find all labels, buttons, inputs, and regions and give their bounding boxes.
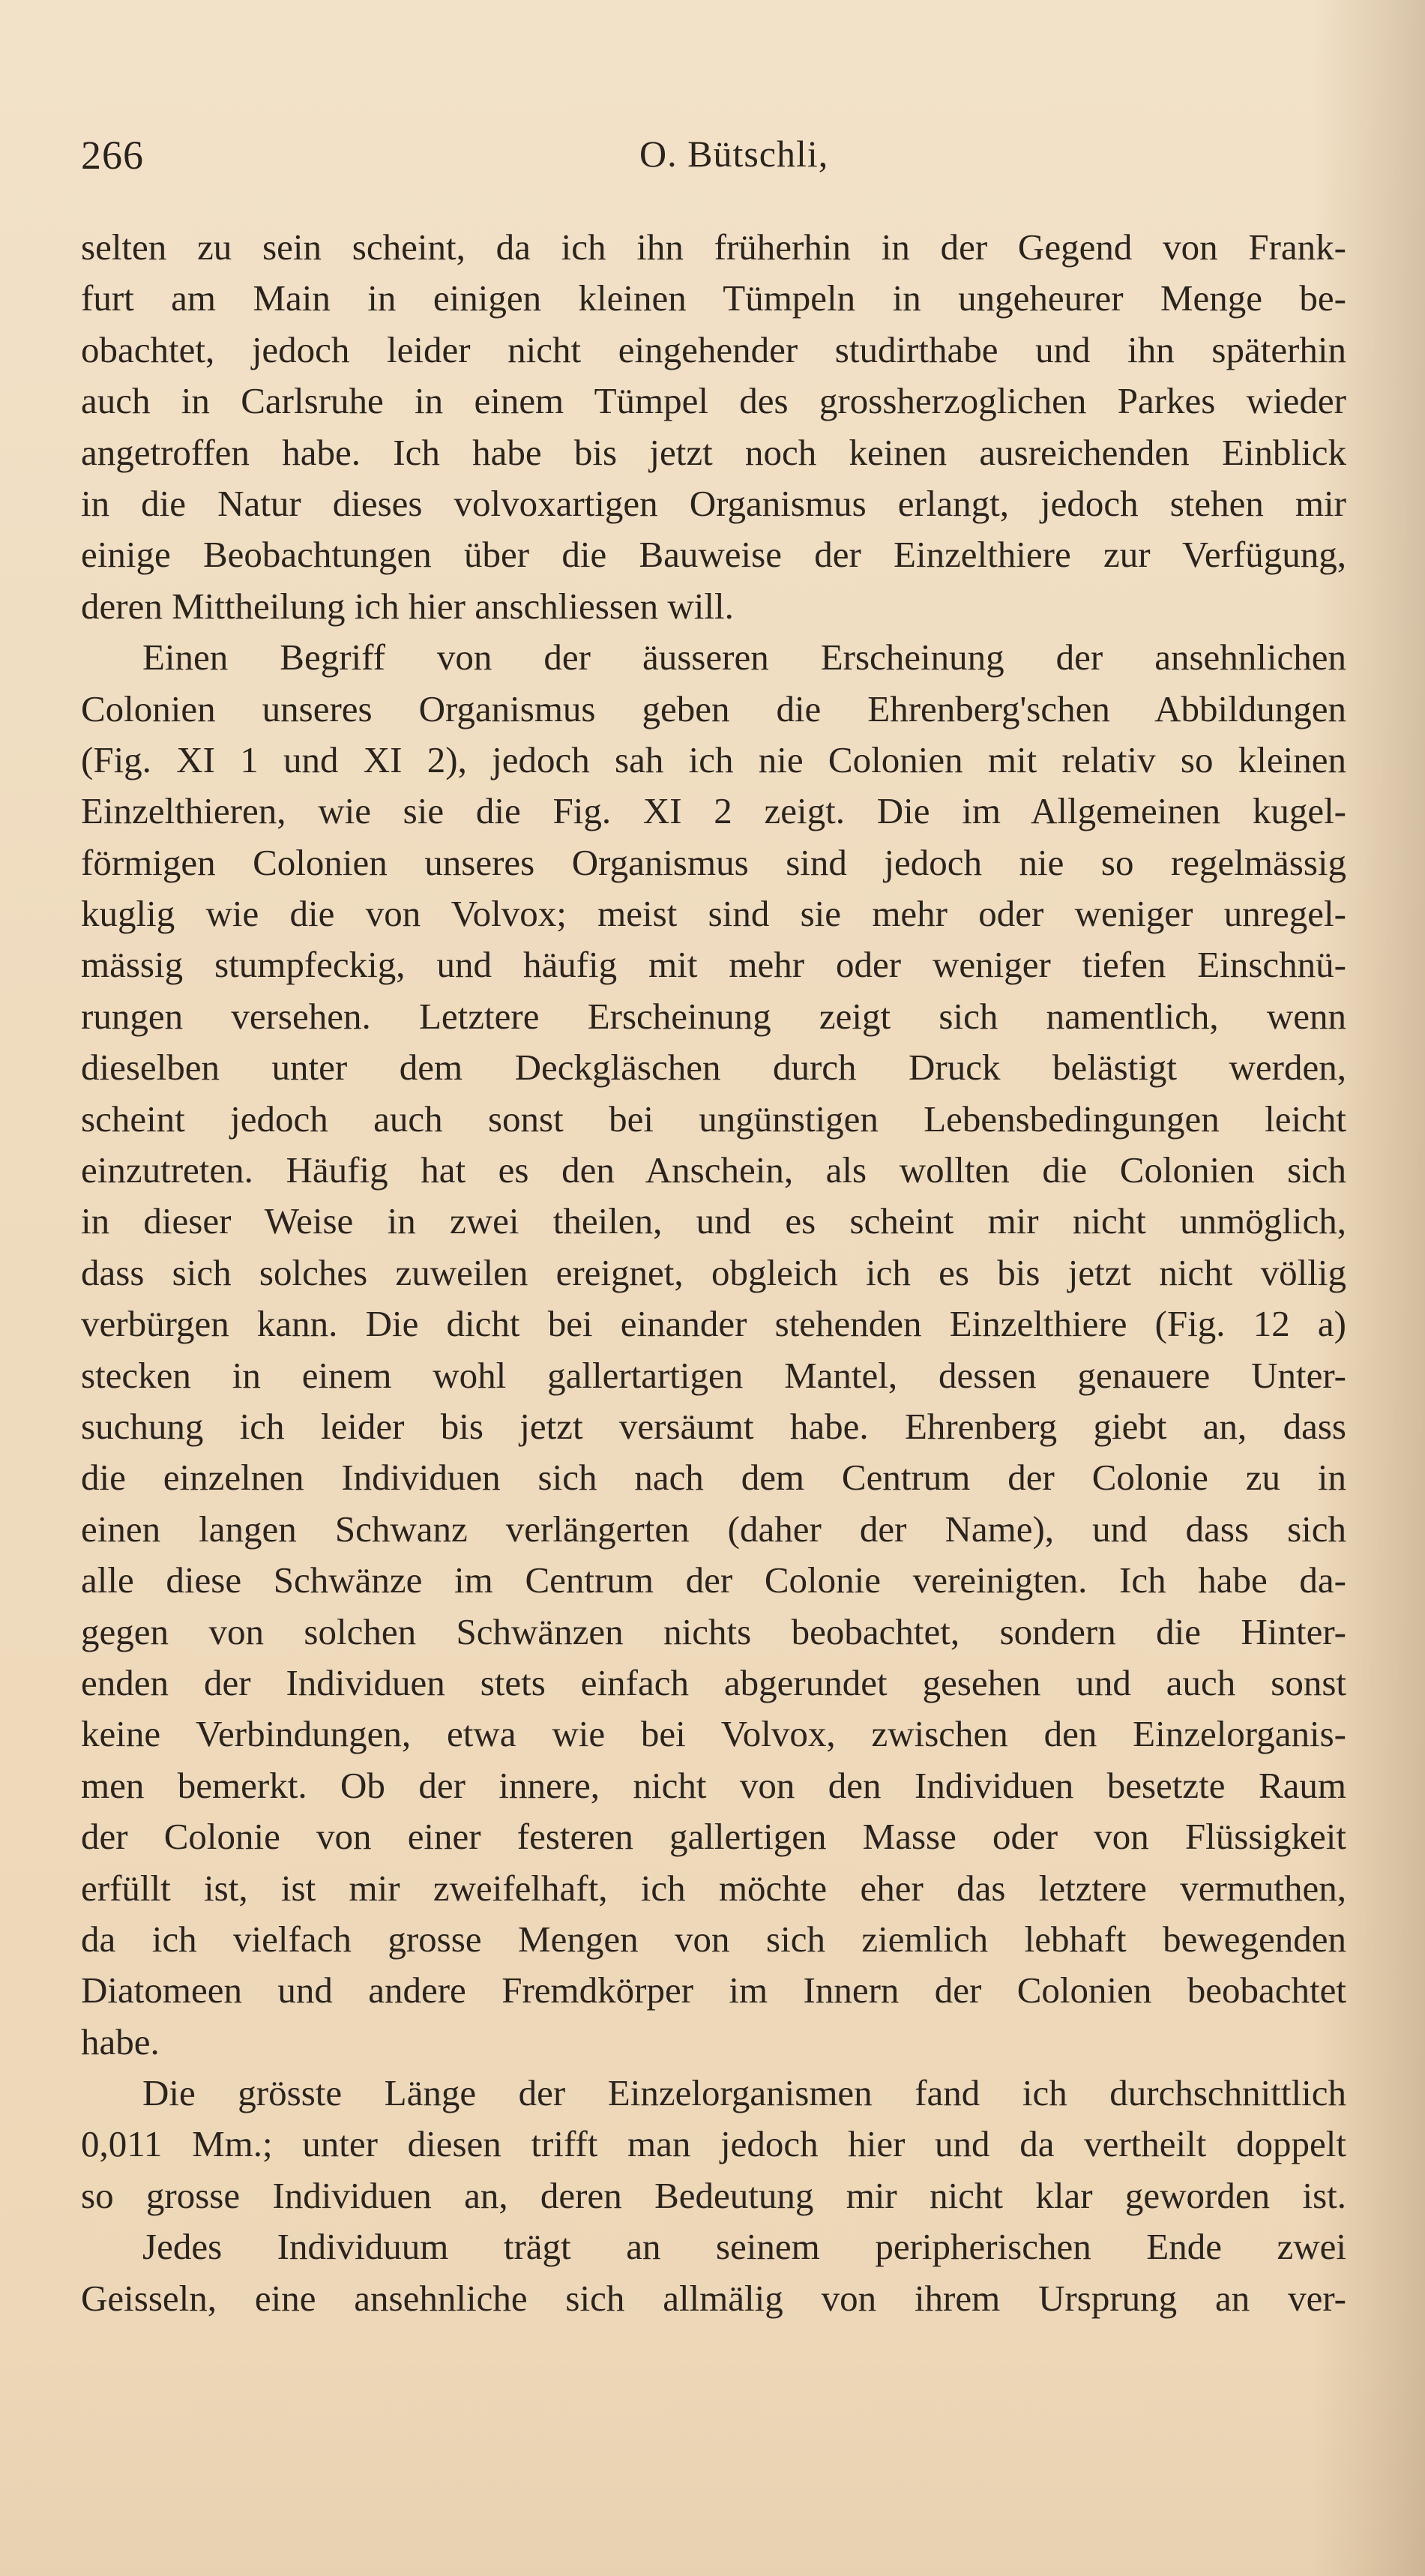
text-line: Einzelthieren, wie sie die Fig. XI 2 zeigt. Die im Allgemeinen kugel-	[81, 790, 1346, 832]
text-line: erfüllt ist, ist mir zweifelhaft, ich möchte eher das letztere vermuthen,	[81, 1867, 1346, 1909]
text-line: enden der Individuen stets einfach abgerundet gesehen und auch sonst	[81, 1661, 1346, 1703]
text-line: stecken in einem wohl gallertartigen Mantel, dessen genauere Unter-	[81, 1354, 1346, 1396]
text-line: keine Verbindungen, etwa wie bei Volvox, zwischen den Einzelorganis-	[81, 1713, 1346, 1755]
text-line: die einzelnen Individuen sich nach dem Centrum der Colonie zu in	[81, 1457, 1346, 1499]
text-line: Diatomeen und andere Fremdkörper im Innern der Colonien beobachtet	[81, 1969, 1346, 2011]
text-line: verbürgen kann. Die dicht bei einander stehenden Einzelthiere (Fig. 12 a)	[81, 1303, 1346, 1345]
text-line: einen langen Schwanz verlängerten (daher der Name), und dass sich	[81, 1508, 1346, 1550]
text-line: mässig stumpfeckig, und häufig mit mehr oder weniger tiefen Einschnü-	[81, 944, 1346, 986]
text-line: kuglig wie die von Volvox; meist sind sie mehr oder weniger unregel-	[81, 893, 1346, 935]
text-line: habe.	[81, 2020, 160, 2062]
text-line: auch in Carlsruhe in einem Tümpel des grossherzoglichen Parkes wieder	[81, 380, 1346, 422]
text-line: dass sich solches zuweilen ereignet, obgleich ich es bis jetzt nicht völlig	[81, 1251, 1346, 1293]
text-line: gegen von solchen Schwänzen nichts beobachtet, sondern die Hinter-	[81, 1610, 1346, 1652]
body-text	[81, 222, 1346, 2324]
page-header	[81, 132, 1355, 192]
text-line: förmigen Colonien unseres Organismus sind jedoch nie so regelmässig	[81, 841, 1346, 883]
text-line: (Fig. XI 1 und XI 2), jedoch sah ich nie Colonien mit relativ so kleinen	[81, 738, 1346, 780]
text-line: selten zu sein scheint, da ich ihn früherhin in der Gegend von Frank-	[81, 226, 1346, 268]
text-line: suchung ich leider bis jetzt versäumt habe. Ehrenberg giebt an, dass	[81, 1405, 1346, 1447]
text-line: men bemerkt. Ob der innere, nicht von den Individuen besetzte Raum	[81, 1764, 1346, 1806]
text-line: da ich vielfach grosse Mengen von sich ziemlich lebhaft bewegenden	[81, 1918, 1346, 1960]
text-line: furt am Main in einigen kleinen Tümpeln in ungeheurer Menge be-	[81, 277, 1346, 319]
text-line: so grosse Individuen an, deren Bedeutung mir nicht klar geworden ist.	[81, 2174, 1346, 2216]
text-line: angetroffen habe. Ich habe bis jetzt noch keinen ausreichenden Einblick	[81, 431, 1346, 473]
text-line: alle diese Schwänze im Centrum der Colonie vereinigten. Ich habe da-	[81, 1559, 1346, 1601]
text-line: einige Beobachtungen über die Bauweise der Einzelthiere zur Verfügung,	[81, 534, 1346, 576]
page-shading	[0, 2351, 1425, 2576]
paragraph-start-line: Die grösste Länge der Einzelorganismen fand ich durchschnittlich	[142, 2072, 1346, 2114]
paragraph-start-line: Jedes Individuum trägt an seinem peripherischen Ende zwei	[142, 2226, 1346, 2268]
text-line: deren Mittheilung ich hier anschliessen will.	[81, 585, 734, 627]
text-line: einzutreten. Häufig hat es den Anschein, als wollten die Colonien sich	[81, 1149, 1346, 1191]
paragraph-start-line: Einen Begriff von der äusseren Erscheinung der ansehnlichen	[142, 637, 1346, 678]
text-line: obachtet, jedoch leider nicht eingehender studirthabe und ihn späterhin	[81, 328, 1346, 370]
text-line: scheint jedoch auch sonst bei ungünstigen Lebensbedingungen leicht	[81, 1098, 1346, 1140]
text-line: dieselben unter dem Deckgläschen durch Druck belästigt werden,	[81, 1047, 1346, 1089]
running-head: O. Bütschli,	[639, 133, 829, 175]
page-number: 266	[81, 133, 144, 178]
text-line: Colonien unseres Organismus geben die Ehrenberg'schen Abbildungen	[81, 687, 1346, 729]
text-line: der Colonie von einer festeren gallertigen Masse oder von Flüssigkeit	[81, 1816, 1346, 1858]
text-line: 0,011 Mm.; unter diesen trifft man jedoch hier und da vertheilt doppelt	[81, 2123, 1346, 2165]
text-line: rungen versehen. Letztere Erscheinung zeigt sich namentlich, wenn	[81, 995, 1346, 1037]
text-line: in dieser Weise in zwei theilen, und es scheint mir nicht unmöglich,	[81, 1200, 1346, 1242]
text-line: Geisseln, eine ansehnliche sich allmälig von ihrem Ursprung an ver-	[81, 2277, 1346, 2319]
text-line: in die Natur dieses volvoxartigen Organismus erlangt, jedoch stehen mir	[81, 482, 1346, 524]
